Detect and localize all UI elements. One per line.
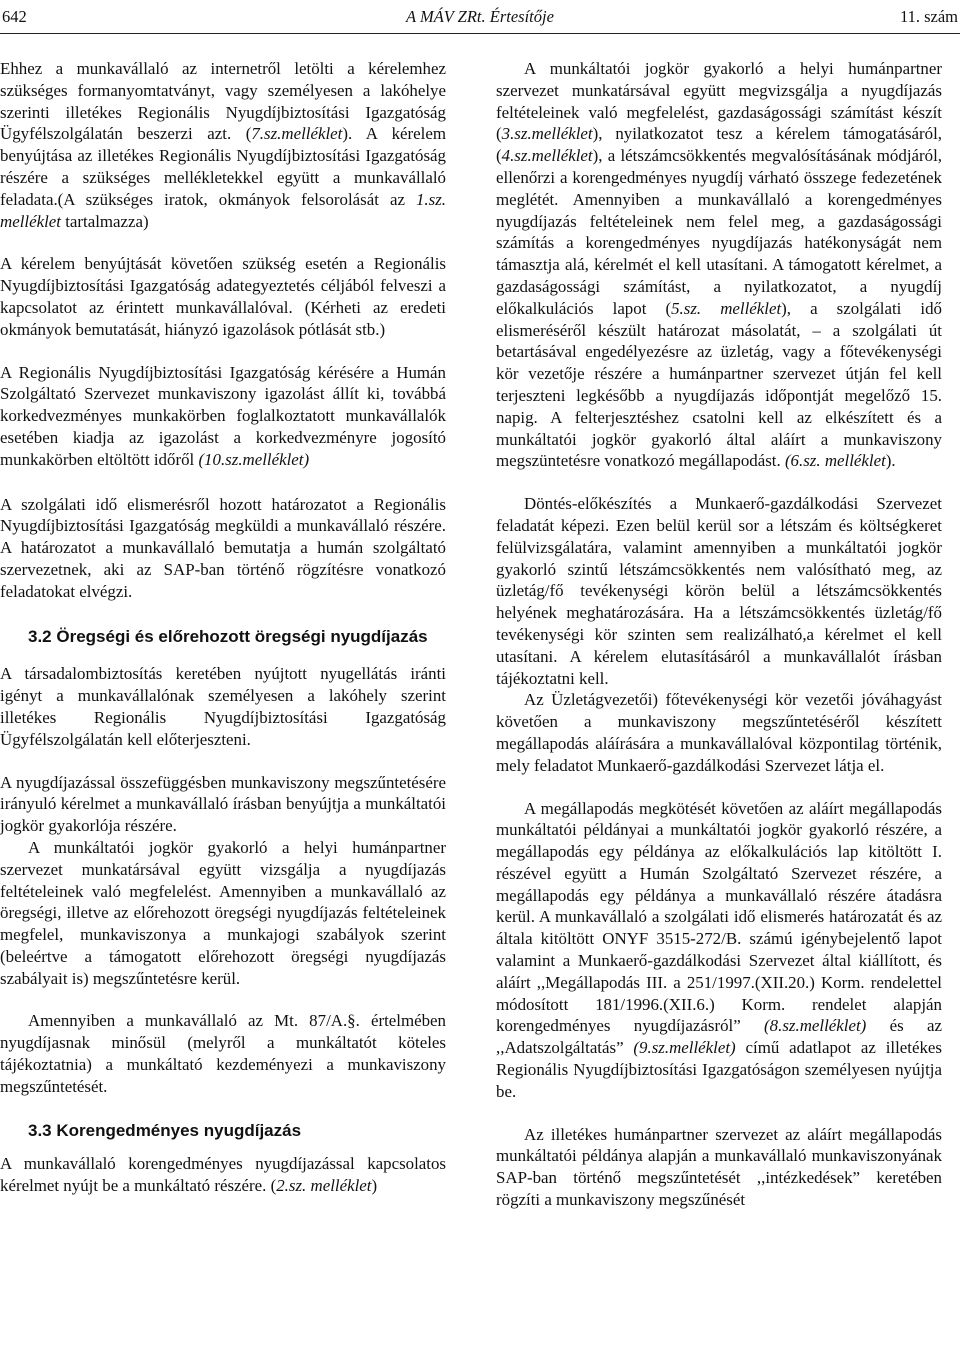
paragraph: A szolgálati idő elismerésről hozott határozatot a Regionális Nyugdíjbiztosítási Igazgatóság megküldi a munkavállaló részére. A határozatot a munkavállaló bemutatja a humán szolgáltató szervezetnek, aki az SAP-ban történő rögzítésre vonatkozó feladatokat elvégzi. [0,494,446,601]
paragraph: A Regionális Nyugdíjbiztosítási Igazgatóság kérésére a Humán Szolgáltató Szervezet munkaviszony igazolást állít ki, továbbá korkedvezményes munkakörben foglalkoztatott munkavállalók esetében kiadja az igazolást a korkedvezményre jogosító munkakörben eltöltött időről (10.sz.melléklet) [0,362,446,469]
paragraph: A megállapodás megkötését követően az aláírt megállapodás munkáltatói példányai a munkáltatói jogkör gyakorló részére, a megállapodás egy példánya az előkalkulációs lap kitöltött I. részével együtt a Humán Szolgáltató Szervezet részére, a megállapodás egy példánya a munkavállaló részére átadásra kerül. A munkavállaló a szolgálati idő elismerés határozatát és az általa kitöltött ONYF 3515-272/B. számú igénybejelentő lapot valamint a Munkaerő-gazdálkodási Szervezet által kiállított, és aláírt ,,Megállapodás III. a 251/1997.(XII.20.) Korm. rendelettel módosított 181/1996.(XII.6.) Korm. rendelet alapján korengedményes nyugdíjazásról” (8.sz.melléklet) és az ,,Adatszolgáltatás” (9.sz.melléklet) című adatlapot az illetékes Regionális Nyugdíjbiztosítási Igazgatóságon személyesen nyújtja be. [496,798,943,1101]
paragraph: Az Üzletágvezetői) főtevékenységi kör vezetői jóváhagyást követően a munkaviszony megszűntetéséről készített megállapodás aláírására a munkavállalóval központilag történik, mely feladatot Munkaerő-gazdálkodási Szervezet látja el. [496,690,942,775]
section-heading-3-3: 3.3 Korengedményes nyugdíjazás [28,1120,302,1140]
paragraph: A kérelem benyújtását követően szükség esetén a Regionális Nyugdíjbiztosítási Igazgatóság adategyeztetés céljából felveszi a kapcsolatot az érintett munkavállalóval. (Kérheti az eredeti okmányok bemutatását, hiányzó igazolások pótlását stb.) [0,254,446,339]
paragraph: Döntés-előkészítés a Munkaerő-gazdálkodási Szervezet feladatát képezi. Ezen belül kerül sor a létszám és költségkeret felülvizsgálatára, valamint amennyiben a munkáltatói jogkör gyakorló szintű létszámcsökkentés nem valósítható meg, az üzletág/fő tevékenységi körön belül a létszámcsökkentés helyének meghatározására. Ha a létszámcsökkentés üzletág/fő tevékenységi kör szinten sem realizálható,a kérelmet el kell utasítani. A kérelem elutasításáról a munkavállalót írásban tájékoztatni kell. [496,494,942,688]
page-number: 642 [2,7,27,26]
right-column [496,58,942,1211]
issue-number: 11. szám [899,7,958,26]
left-column [0,58,446,1197]
page-header [0,2,960,32]
paragraph: Ehhez a munkavállaló az internetről letölti a kérelemhez szükséges formanyomtatványt, vagy személyesen a lakóhelye szerinti illetékes Regionális Nyugdíjbiztosítási Igazgatóság Ügyfélszolgálatán beszerzi azt. (7.sz.melléklet). A kérelem benyújtása az illetékes Regionális Nyugdíjbiztosítási Igazgatóság részére a szükséges mellékletekkel együtt a munkavállaló feladata.(A szükséges iratok, okmányok felsorolását az 1.sz. melléklet tartalmazza) [0,59,446,231]
paragraph: Az illetékes humánpartner szervezet az aláírt megállapodás munkáltatói példánya alapján a munkavállaló munkaviszonyának SAP-ban történő megszűntetését ,,intézkedések” keretében rögzíti a munkaviszony megszűnését [496,1124,942,1210]
header-rule [0,33,960,34]
paragraph: Amennyiben a munkavállaló az Mt. 87/A.§. értelmében nyugdíjasnak minősül (melyről a munkáltatót köteles tájékoztatnia) a munkáltató kezdeményezi a munkaviszony megszűntetését. [0,1011,446,1096]
paragraph: A munkáltatói jogkör gyakorló a helyi humánpartner szervezet munkatársával együtt vizsgálja a nyugdíjazás feltételeinek való megfelelést. Amennyiben a munkavállaló az öregségi, illetve az előrehozott öregségi nyugdíjazás feltételeinek megfelel, munkaviszonya a munkajogi szabályok szerint (beleértve a támogatott előrehozott öregségi nyugdíjazás szabályait is) megszűntetésre kerül. [0,837,446,988]
paragraph: A nyugdíjazással összefüggésben munkaviszony megszűntetésére irányuló kérelmet a munkavállaló írásban benyújtja a munkáltatói jogkör gyakorlója részére. [0,772,446,836]
journal-title: A MÁV ZRt. Értesítője [406,7,554,26]
paragraph: A munkavállaló korengedményes nyugdíjazással kapcsolatos kérelmet nyújt be a munkáltató részére. (2.sz. melléklet) [0,1154,446,1196]
paragraph: A társadalombiztosítás keretében nyújtott nyugellátás iránti igényt a munkavállalónak személyesen a lakóhely szerint illetékes Regionális Nyugdíjbiztosítási Igazgatóság Ügyfélszolgálatán kell előterjeszteni. [0,664,446,749]
paragraph: A munkáltatói jogkör gyakorló a helyi humánpartner szervezet munkatársával együtt megvizsgálja a nyugdíjazás feltételeinek való megfelelést, gazdaságossági számítást készít (3.sz.melléklet), nyilatkozatot tesz a kérelem támogatásáról, (4.sz.melléklet), a létszámcsökkentés megvalósításának módjáról, ellenőrzi a korengedményes nyugdíj várható összege fedezetének meglétét. Amennyiben a munkavállaló a korengedményes nyugdíjazás feltételeinek nem felel meg, a gazdaságossági számítás a korengedményes nyugdíjazás hatékonyságát nem támasztja alá, kérelmét el kell utasítani. A támogatott kérelmet, a gazdaságossági számítást, a nyilatkozatot, a nyugdíj előkalkulációs lapot (5.sz. melléklet), a szolgálati idő elismeréséről készült határozat másolatát, – a szolgálati út betartásával engedélyezésre az üzletág, vagy a főtevékenységi kör vezetője részére a humánpartner szervezet útján fel kell terjeszteni legkésőbb a nyugdíjazás időpontját megelőző 15. napig. A felterjesztéshez csatolni kell az elkészített és a munkáltatói jogkör gyakorló által aláírt a munkaviszony megszüntetésre vonatkozó megállapodást. (6.sz. melléklet). [496,59,943,471]
section-heading-3-2: 3.2 Öregségi és előrehozott öregségi nyugdíjazás [28,626,428,646]
